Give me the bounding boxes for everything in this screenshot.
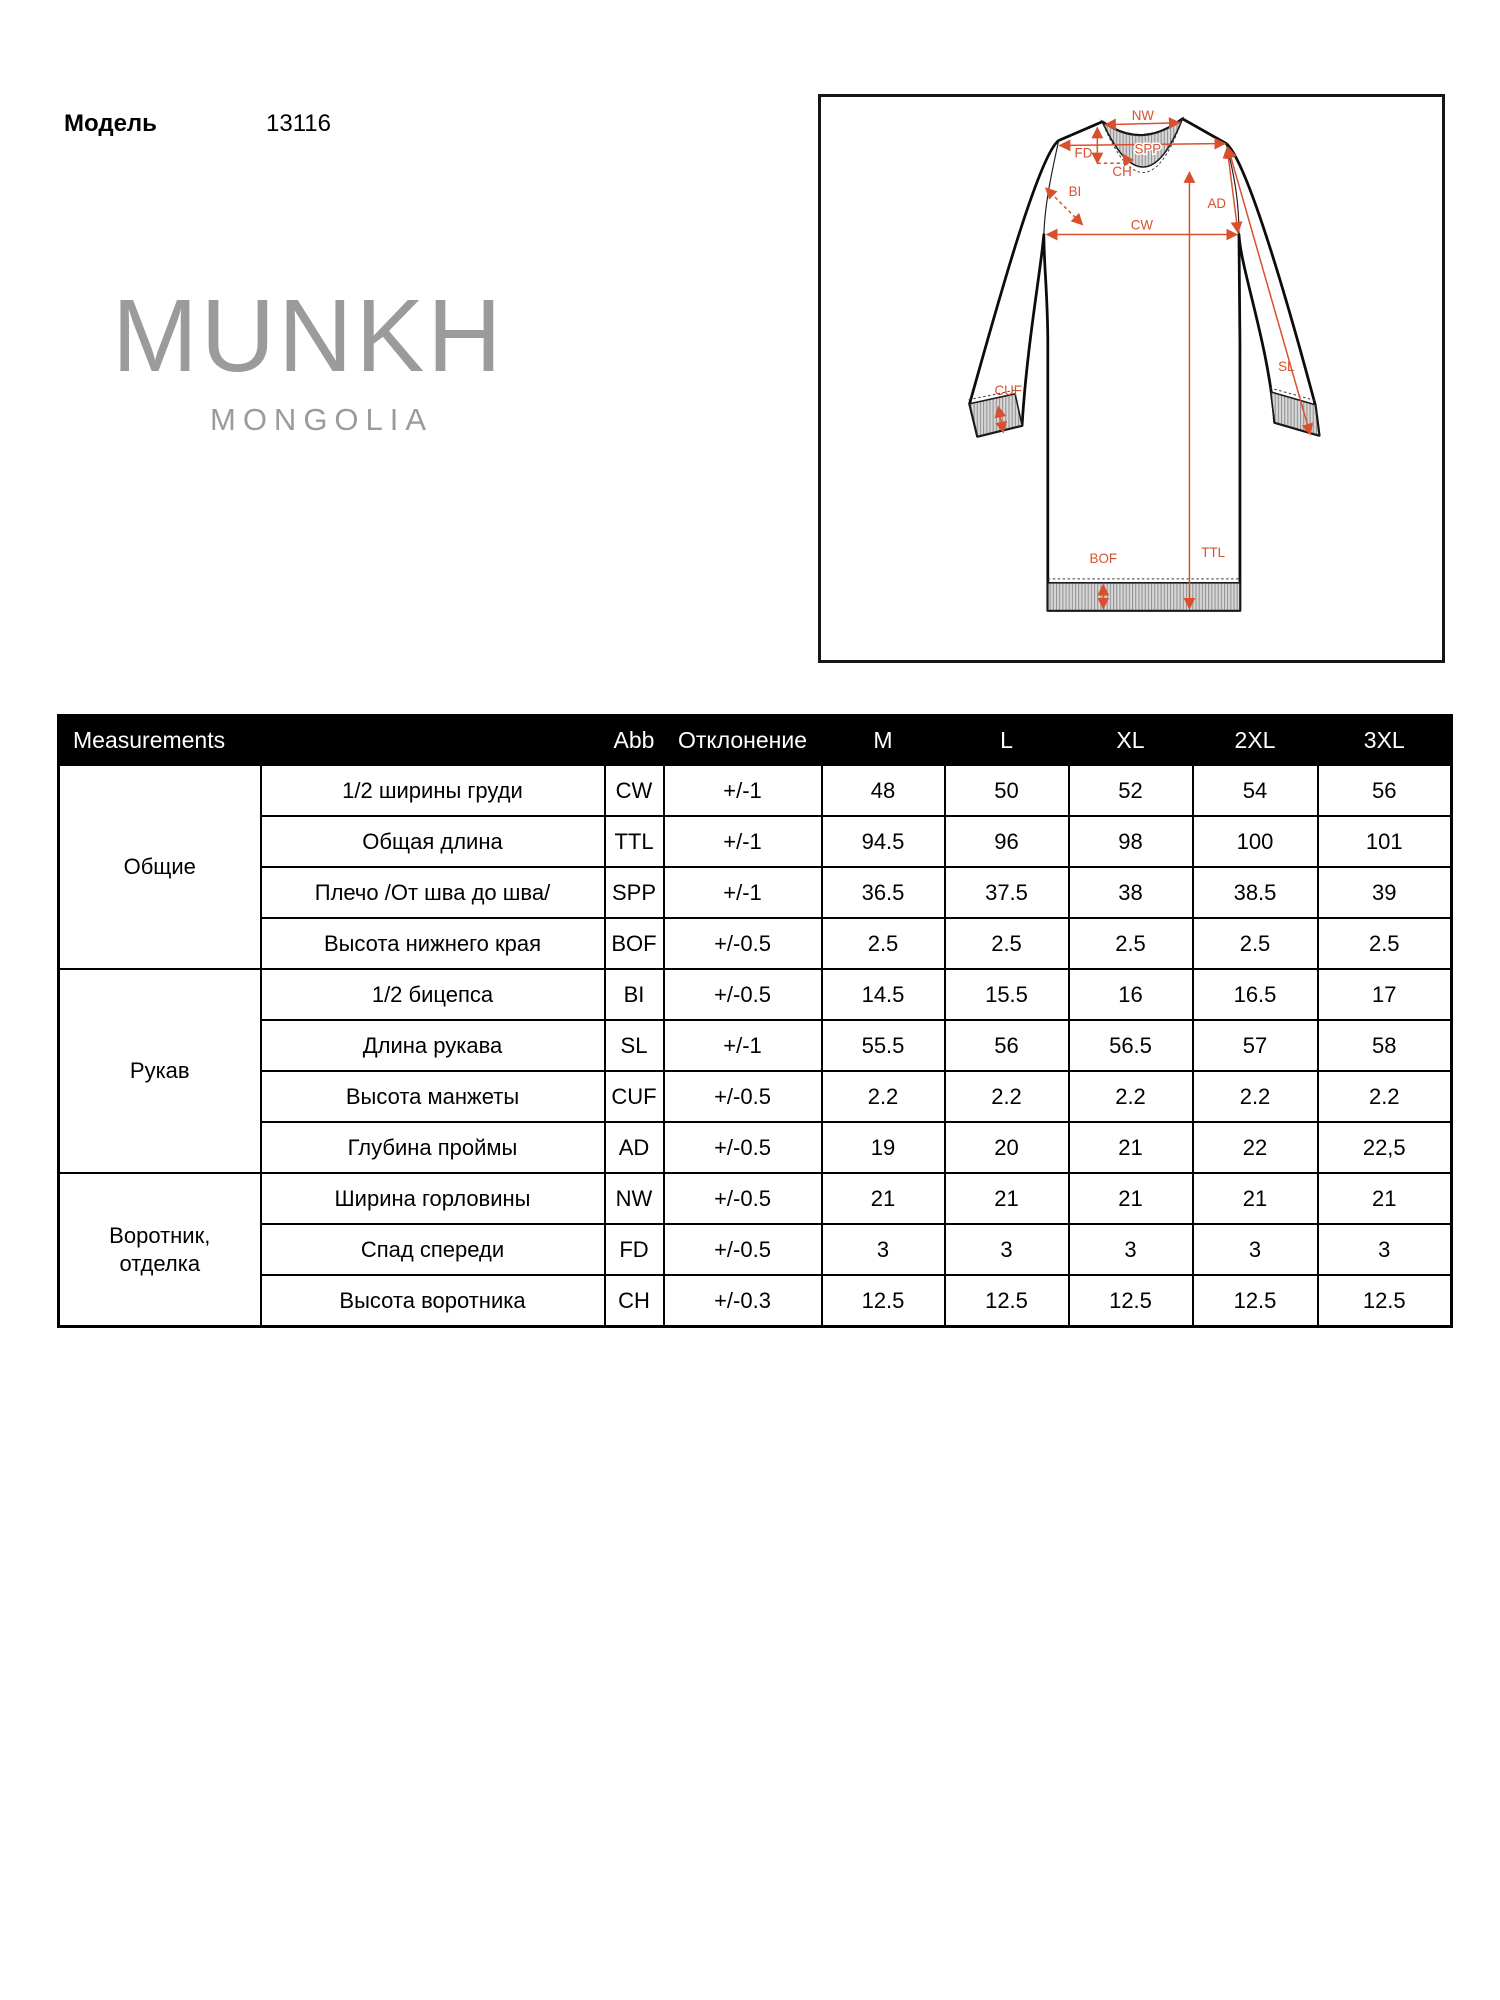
value-cell: 50: [945, 765, 1069, 816]
size-header: L: [945, 716, 1069, 766]
value-cell: 3: [1193, 1224, 1318, 1275]
tolerance-cell: +/-0.5: [664, 1224, 822, 1275]
value-cell: 54: [1193, 765, 1318, 816]
param-name-cell: Высота воротника: [261, 1275, 605, 1327]
value-cell: 57: [1193, 1020, 1318, 1071]
value-cell: 94.5: [822, 816, 945, 867]
table-row: [59, 918, 1452, 969]
group-cell: [59, 969, 261, 1173]
value-cell: 36.5: [822, 867, 945, 918]
value-cell: 55.5: [822, 1020, 945, 1071]
value-cell: 39: [1318, 867, 1452, 918]
value-cell: 20: [945, 1122, 1069, 1173]
value-cell: 2.5: [1318, 918, 1452, 969]
dim-label-ch: CH: [1112, 164, 1132, 180]
tolerance-cell: +/-1: [664, 867, 822, 918]
value-cell: 37.5: [945, 867, 1069, 918]
size-header: 3XL: [1318, 716, 1452, 766]
abbreviation-cell: NW: [605, 1173, 664, 1224]
abbreviation-cell: SL: [605, 1020, 664, 1071]
value-cell: 2.2: [1193, 1071, 1318, 1122]
value-cell: 56: [1318, 765, 1452, 816]
dim-label-nw: NW: [1131, 107, 1155, 123]
tolerance-cell: +/-0.5: [664, 1173, 822, 1224]
tolerance-cell: +/-0.3: [664, 1275, 822, 1327]
table-row: [59, 1071, 1452, 1122]
value-cell: 48: [822, 765, 945, 816]
table-row: [59, 969, 1452, 1020]
value-cell: 16: [1069, 969, 1193, 1020]
garment-outline: [970, 119, 1320, 611]
value-cell: 96: [945, 816, 1069, 867]
value-cell: 56.5: [1069, 1020, 1193, 1071]
group-cell: [59, 1173, 261, 1327]
table-row: [59, 1122, 1452, 1173]
model-number: 13116: [266, 110, 331, 137]
param-name-cell: Плечо /От шва до шва/: [261, 867, 605, 918]
value-cell: 3: [822, 1224, 945, 1275]
value-cell: 2.5: [1193, 918, 1318, 969]
table-row: [59, 1020, 1452, 1071]
value-cell: 98: [1069, 816, 1193, 867]
value-cell: 21: [1069, 1122, 1193, 1173]
value-cell: 22,5: [1318, 1122, 1452, 1173]
param-name-cell: Длина рукава: [261, 1020, 605, 1071]
param-name-cell: Спад спереди: [261, 1224, 605, 1275]
value-cell: 22: [1193, 1122, 1318, 1173]
param-name-cell: 1/2 ширины груди: [261, 765, 605, 816]
dim-line-nw: [1105, 123, 1179, 125]
param-name-cell: 1/2 бицепса: [261, 969, 605, 1020]
param-name-cell: Ширина горловины: [261, 1173, 605, 1224]
param-name-cell: Глубина проймы: [261, 1122, 605, 1173]
group-cell: [59, 765, 261, 969]
param-name-cell: Высота манжеты: [261, 1071, 605, 1122]
group-label: Воротник, отделка: [109, 1223, 211, 1276]
model-label: Модель: [64, 110, 157, 137]
value-cell: 2.2: [822, 1071, 945, 1122]
value-cell: 12.5: [1193, 1275, 1318, 1327]
value-cell: 21: [822, 1173, 945, 1224]
abbreviation-cell: BI: [605, 969, 664, 1020]
tolerance-cell: +/-1: [664, 816, 822, 867]
size-header: M: [822, 716, 945, 766]
abbreviation-cell: BOF: [605, 918, 664, 969]
value-cell: 12.5: [1069, 1275, 1193, 1327]
table-row: [59, 1224, 1452, 1275]
value-cell: 12.5: [1318, 1275, 1452, 1327]
abbreviation-cell: TTL: [605, 816, 664, 867]
dim-label-sl: SL: [1278, 359, 1295, 375]
abbreviation-cell: SPP: [605, 867, 664, 918]
value-cell: 38.5: [1193, 867, 1318, 918]
value-cell: 52: [1069, 765, 1193, 816]
size-header: XL: [1069, 716, 1193, 766]
value-cell: 17: [1318, 969, 1452, 1020]
tolerance-cell: +/-0.5: [664, 1071, 822, 1122]
brand-logo-subtitle: MONGOLIA: [210, 402, 434, 437]
abbreviation-cell: CH: [605, 1275, 664, 1327]
dim-label-bof: BOF: [1089, 551, 1118, 567]
dim-label-bi: BI: [1068, 183, 1082, 199]
value-cell: 2.2: [1069, 1071, 1193, 1122]
value-cell: 15.5: [945, 969, 1069, 1020]
value-cell: 2.2: [945, 1071, 1069, 1122]
param-name-cell: Высота нижнего края: [261, 918, 605, 969]
group-label: Рукав: [129, 1058, 190, 1084]
measurements-header: Measurements: [59, 716, 605, 766]
tolerance-cell: +/-1: [664, 1020, 822, 1071]
value-cell: 3: [945, 1224, 1069, 1275]
value-cell: 21: [1069, 1173, 1193, 1224]
garment-sketch: [821, 97, 1442, 660]
abbreviation-cell: AD: [605, 1122, 664, 1173]
param-name-cell: Общая длина: [261, 816, 605, 867]
tolerance-header: Отклонение: [664, 716, 822, 766]
value-cell: 14.5: [822, 969, 945, 1020]
abb-header: Abb: [605, 716, 664, 766]
value-cell: 21: [945, 1173, 1069, 1224]
dim-label-spp: SPP: [1134, 141, 1162, 157]
measurements-table: [57, 714, 1453, 1328]
value-cell: 3: [1318, 1224, 1452, 1275]
value-cell: 16.5: [1193, 969, 1318, 1020]
value-cell: 21: [1318, 1173, 1452, 1224]
table-body: [59, 765, 1452, 1327]
dim-label-ad: AD: [1207, 195, 1227, 211]
table-row: [59, 816, 1452, 867]
table-row: [59, 765, 1452, 816]
abbreviation-cell: CUF: [605, 1071, 664, 1122]
table-row: [59, 1173, 1452, 1224]
table-row: [59, 1275, 1452, 1327]
value-cell: 2.5: [822, 918, 945, 969]
size-header: 2XL: [1193, 716, 1318, 766]
value-cell: 2.2: [1318, 1071, 1452, 1122]
tolerance-cell: +/-0.5: [664, 969, 822, 1020]
table-row: [59, 867, 1452, 918]
value-cell: 58: [1318, 1020, 1452, 1071]
value-cell: 2.5: [945, 918, 1069, 969]
value-cell: 21: [1193, 1173, 1318, 1224]
value-cell: 19: [822, 1122, 945, 1173]
value-cell: 100: [1193, 816, 1318, 867]
value-cell: 38: [1069, 867, 1193, 918]
value-cell: 12.5: [945, 1275, 1069, 1327]
table-header-row: [59, 716, 1452, 766]
tolerance-cell: +/-1: [664, 765, 822, 816]
dim-label-cw: CW: [1130, 217, 1154, 233]
abbreviation-cell: CW: [605, 765, 664, 816]
tolerance-cell: +/-0.5: [664, 918, 822, 969]
value-cell: 2.5: [1069, 918, 1193, 969]
brand-logo: MUNKH: [112, 278, 505, 393]
dim-label-fd: FD: [1074, 145, 1093, 161]
technical-drawing: [818, 94, 1445, 663]
abbreviation-cell: FD: [605, 1224, 664, 1275]
hem-band: [1048, 583, 1240, 611]
dim-label-ttl: TTL: [1201, 545, 1226, 561]
group-label: Общие: [123, 854, 196, 880]
value-cell: 12.5: [822, 1275, 945, 1327]
dim-label-cuf: CUF: [994, 382, 1022, 398]
value-cell: 101: [1318, 816, 1452, 867]
tolerance-cell: +/-0.5: [664, 1122, 822, 1173]
value-cell: 3: [1069, 1224, 1193, 1275]
value-cell: 56: [945, 1020, 1069, 1071]
